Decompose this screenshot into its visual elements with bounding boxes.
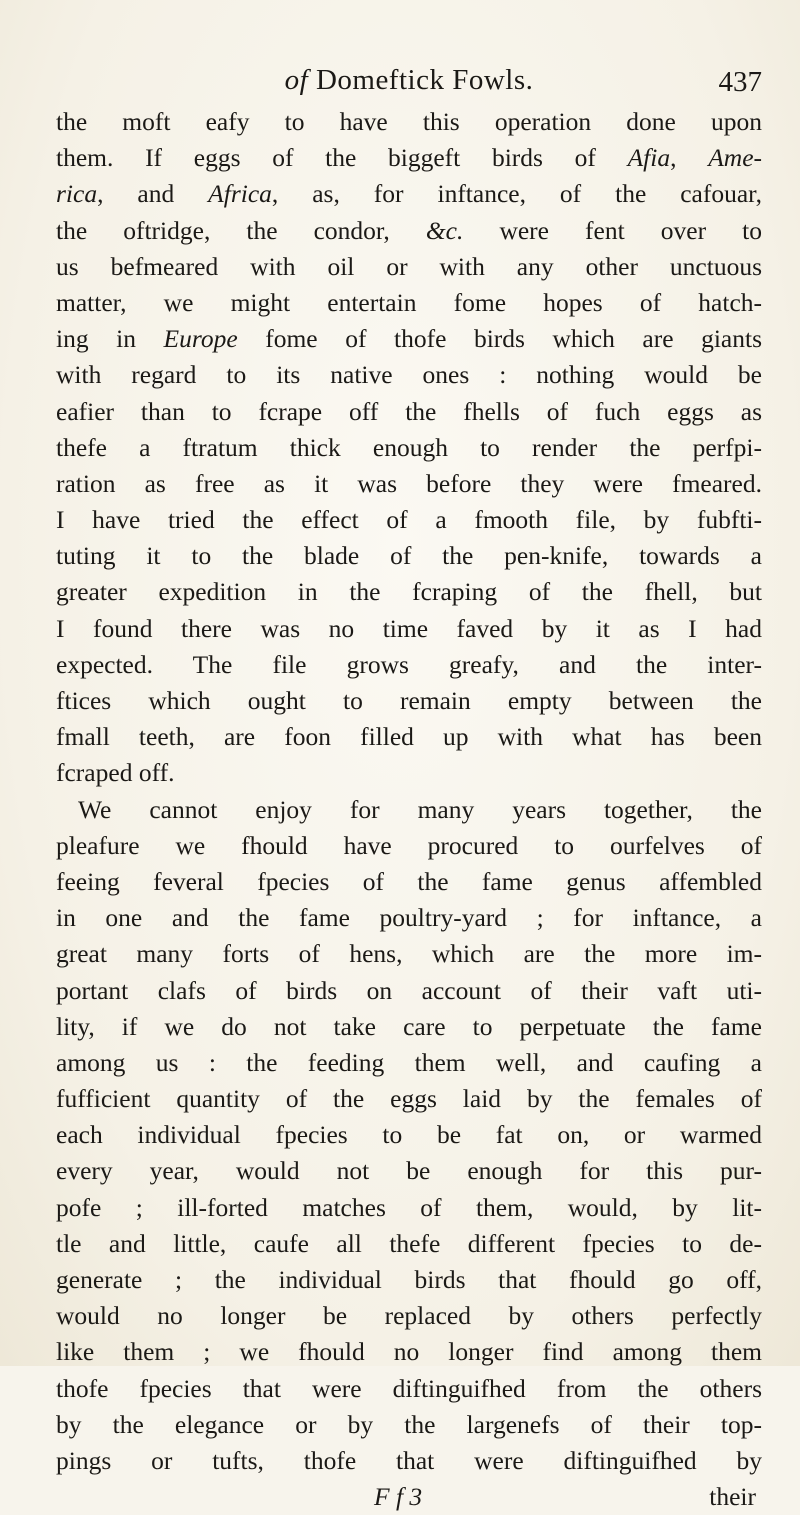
text-line <box>56 755 762 791</box>
text-segment: among us : the feeding them well, and caufing a <box>56 1047 762 1077</box>
text-line <box>56 719 762 755</box>
text-segment: I found there was no time faved by it as I had <box>56 613 762 643</box>
text-segment: each individual fpecies to be fat on, or warmed <box>56 1120 762 1150</box>
text-line <box>56 1190 762 1226</box>
text-segment: the moft eafy to have this operation done upon <box>56 107 762 136</box>
text-segment: We cannot enjoy for many years together, the <box>78 794 762 824</box>
text-line <box>56 864 762 900</box>
running-title-prefix: of <box>284 64 309 96</box>
text-segment: pleafure we fhould have procured to ourfelves of <box>56 830 762 860</box>
text-segment: in one and the fame poultry-yard ; for inftance, a <box>56 903 762 933</box>
text-line <box>56 1443 762 1479</box>
text-line <box>56 1081 762 1117</box>
text-line <box>56 1009 762 1045</box>
text-segment: like them ; we fhould no longer find among them <box>56 1337 762 1367</box>
body-text <box>56 104 762 1515</box>
text-line <box>56 430 762 466</box>
running-head <box>56 64 762 104</box>
text-segment: generate ; the individual birds that fhould go off, <box>56 1265 762 1294</box>
text-segment: expected. The file grows greafy, and the inter- <box>56 649 762 679</box>
text-segment: eafier than to fcrape off the fhells of fuch eggs as <box>56 396 762 426</box>
italic-text: Ame- <box>708 143 762 173</box>
text-line <box>56 285 762 321</box>
text-line <box>56 104 762 140</box>
text-line <box>56 1045 762 1081</box>
text-line <box>56 140 762 176</box>
text-segment: tle and little, caufe all thefe different fpecies to de- <box>56 1228 762 1258</box>
text-line <box>56 1153 762 1189</box>
text-line <box>56 176 762 212</box>
text-line <box>56 828 762 864</box>
catchword: their <box>709 1482 756 1512</box>
text-segment: pofe ; ill-forted matches of them, would, by lit- <box>56 1192 762 1222</box>
text-line <box>56 466 762 502</box>
text-line <box>56 1371 762 1407</box>
italic-text: Europe <box>163 324 238 354</box>
text-line <box>56 357 762 393</box>
text-segment: fcraped off. <box>56 758 175 788</box>
text-segment: matter, we might entertain fome hopes of hatch- <box>56 287 762 317</box>
text-segment: ration as free as it was before they were fmeared. <box>56 468 762 498</box>
text-line <box>56 683 762 719</box>
text-line <box>56 973 762 1009</box>
text-segment: , as, for inftance, of the cafouar, <box>271 179 762 209</box>
text-segment: ftices which ought to remain empty between the <box>56 686 762 715</box>
italic-text: Afia <box>627 143 671 173</box>
text-segment: the oftridge, the condor, <box>56 215 426 245</box>
signature-mark: F f 3 <box>374 1482 423 1512</box>
text-line <box>56 936 762 972</box>
text-line <box>56 1407 762 1443</box>
text-segment: pings or tufts, thofe that were diftinguifhed by <box>56 1445 762 1475</box>
text-segment: by the elegance or by the largenefs of their top- <box>56 1409 762 1439</box>
text-segment: ing in <box>56 324 164 354</box>
text-line <box>56 1226 762 1262</box>
running-title-main: Domeftick Fowls. <box>315 64 534 96</box>
text-line <box>56 213 762 249</box>
text-segment: lity, if we do not take care to perpetuate the fame <box>56 1011 762 1041</box>
text-line <box>56 538 762 574</box>
text-segment: fome of thofe birds which are giants <box>237 324 762 354</box>
text-segment: with regard to its native ones : nothing would be <box>56 360 762 390</box>
text-line <box>56 900 762 936</box>
text-segment: feeing feveral fpecies of the fame genus affembled <box>56 866 762 896</box>
italic-text: Africa <box>208 179 272 209</box>
text-segment: fmall teeth, are foon filled up with what has been <box>56 722 762 752</box>
text-segment: were fent over to <box>463 215 762 245</box>
text-segment: tuting it to the blade of the pen-knife, towards a <box>56 541 762 571</box>
text-segment: , and <box>97 179 209 209</box>
text-segment: greater expedition in the fcraping of the fhell, but <box>56 577 762 607</box>
text-segment: portant clafs of birds on account of their vaft uti- <box>56 975 762 1005</box>
running-title <box>56 64 762 97</box>
text-segment: us befmeared with oil or with any other unctuous <box>56 251 762 281</box>
text-line <box>56 1262 762 1298</box>
text-segment: thofe fpecies that were diftinguifhed from the others <box>56 1373 762 1403</box>
text-line <box>56 574 762 610</box>
text-line <box>56 394 762 430</box>
text-segment: great many forts of hens, which are the more im- <box>56 939 762 969</box>
text-segment: , <box>670 143 709 173</box>
text-segment: every year, would not be enough for this pur- <box>56 1156 762 1186</box>
text-segment: them. If eggs of the biggeft birds of <box>56 143 628 173</box>
text-line <box>56 647 762 683</box>
text-line <box>56 1117 762 1153</box>
text-line <box>56 611 762 647</box>
italic-text: &c. <box>425 215 464 245</box>
text-line <box>56 792 762 828</box>
text-line <box>56 321 762 357</box>
text-line <box>56 1334 762 1370</box>
text-line <box>56 249 762 285</box>
page-number: 437 <box>718 66 762 98</box>
page-footer <box>56 1479 762 1515</box>
italic-text: rica <box>56 179 98 209</box>
text-line <box>56 1298 762 1334</box>
text-segment: would no longer be replaced by others perfectly <box>56 1301 762 1331</box>
text-segment: fufficient quantity of the eggs laid by the females of <box>56 1084 762 1114</box>
text-line <box>56 502 762 538</box>
text-segment: thefe a ftratum thick enough to render the perfpi- <box>56 432 762 462</box>
text-segment: I have tried the effect of a fmooth file, by fubfti- <box>56 505 762 535</box>
